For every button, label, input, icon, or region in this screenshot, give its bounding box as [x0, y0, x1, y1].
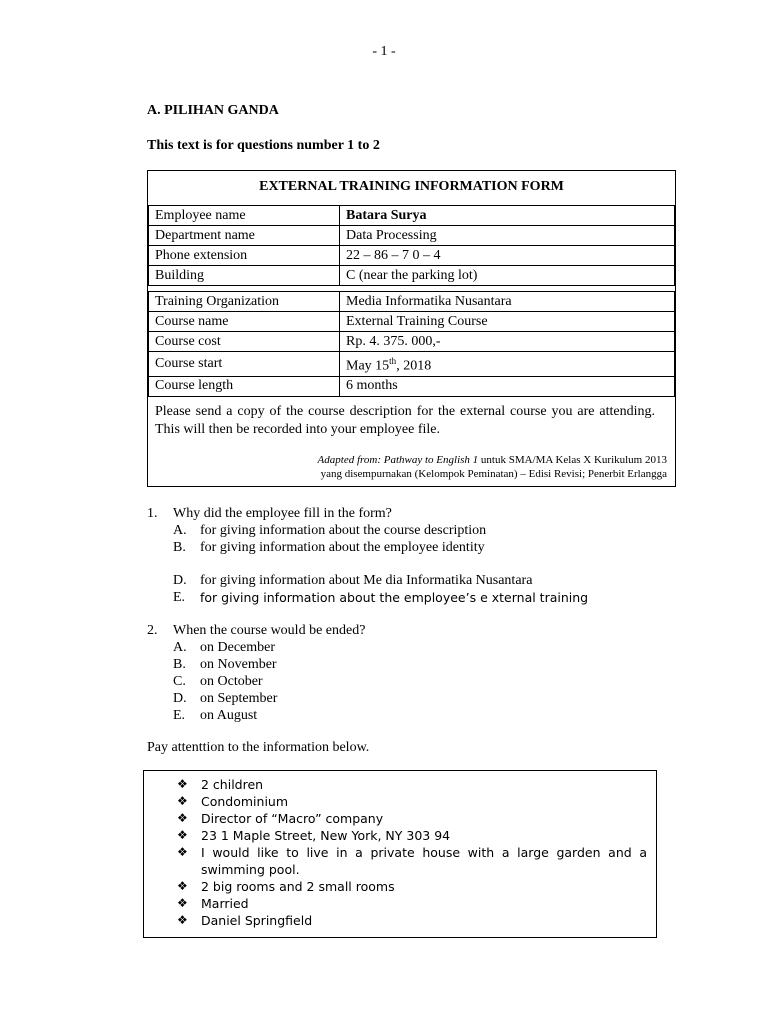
table-row [149, 312, 675, 332]
option-letter: E. [173, 708, 186, 723]
diamond-bullet-icon: ❖ [177, 845, 188, 859]
row-label: Employee name [149, 206, 340, 226]
section-title: A. PILIHAN GANDA [147, 103, 279, 118]
question-2 [147, 622, 365, 724]
list-item [177, 776, 647, 793]
info-list [177, 776, 647, 929]
option-a[interactable] [173, 522, 588, 539]
question-1 [147, 505, 588, 606]
row-value: Batara Surya [340, 206, 675, 226]
ordinal-suffix: th [389, 356, 397, 366]
question-text: Why did the employee fill in the form? [173, 506, 392, 521]
table-row [149, 266, 675, 286]
option-text: on August [200, 708, 258, 723]
option-b[interactable] [173, 539, 588, 556]
table-row [149, 332, 675, 352]
course-start-year: , 2018 [396, 358, 432, 374]
form-source [318, 453, 667, 481]
form-title: EXTERNAL TRAINING INFORMATION FORM [259, 179, 564, 194]
form-note: Please send a copy of the course description for the external course you are attending. This will then be recorded into your employee file. [155, 404, 655, 437]
row-value: Data Processing [340, 226, 675, 246]
option-e[interactable] [173, 589, 588, 606]
diamond-bullet-icon: ❖ [177, 828, 188, 842]
option-letter: B. [173, 540, 186, 555]
list-item-text: Married [201, 896, 249, 911]
diamond-bullet-icon: ❖ [177, 777, 188, 791]
option-text: on November [200, 657, 277, 672]
option-letter: C. [173, 674, 186, 689]
row-label: Course start [149, 352, 340, 377]
option-text: on December [200, 640, 276, 655]
option-d[interactable] [173, 572, 588, 589]
option-letter: D. [173, 691, 187, 706]
page-number: - 1 - [372, 44, 396, 59]
row-value [340, 352, 675, 377]
row-value: 6 months [340, 376, 675, 396]
diamond-bullet-icon: ❖ [177, 811, 188, 825]
row-label: Course length [149, 376, 340, 396]
training-form [147, 170, 676, 487]
list-item-text: I would like to live in a private house with a large garden and a swimming pool. [201, 845, 647, 877]
option-letter: D. [173, 573, 187, 588]
option-text: for giving information about the employee identity [200, 540, 485, 555]
source-line-2: yang disempurnakan (Kelompok Peminatan) – Edisi Revisi; Penerbit Erlangga [320, 468, 667, 480]
option-text: for giving information about the course description [200, 523, 487, 538]
course-start-date: May 15 [346, 358, 390, 374]
row-value: Media Informatika Nusantara [340, 292, 675, 312]
list-item-text: Daniel Springfield [201, 913, 313, 928]
table-row [149, 226, 675, 246]
list-item-text: Director of “Macro” company [201, 811, 384, 826]
source-details: untuk SMA/MA Kelas X Kurikulum 2013 [478, 454, 667, 466]
option-text: for giving information about the employee’s e xternal training [200, 590, 589, 605]
form-table-employee [148, 205, 675, 286]
list-item [177, 793, 647, 810]
option-letter: E. [173, 590, 186, 605]
option-e[interactable] [173, 707, 365, 724]
table-row [149, 246, 675, 266]
source-title: Adapted from: Pathway to English 1 [317, 454, 479, 466]
row-label: Phone extension [149, 246, 340, 266]
question-number: 2. [147, 623, 158, 638]
list-item [177, 878, 647, 895]
list-item-text: 2 big rooms and 2 small rooms [201, 879, 395, 894]
row-label: Department name [149, 226, 340, 246]
diamond-bullet-icon: ❖ [177, 896, 188, 910]
option-letter: A. [173, 640, 187, 655]
option-gap [173, 556, 588, 572]
list-item [177, 912, 647, 929]
diamond-bullet-icon: ❖ [177, 913, 188, 927]
option-letter: B. [173, 657, 186, 672]
table-row [149, 292, 675, 312]
option-text: on October [200, 674, 263, 689]
question-text: When the course would be ended? [173, 623, 366, 638]
row-value: Rp. 4. 375. 000,- [340, 332, 675, 352]
list-item [177, 827, 647, 844]
option-c[interactable] [173, 673, 365, 690]
intro-text: This text is for questions number 1 to 2 [147, 138, 380, 153]
table-row [149, 376, 675, 396]
diamond-bullet-icon: ❖ [177, 794, 188, 808]
row-label: Building [149, 266, 340, 286]
option-letter: A. [173, 523, 187, 538]
row-label: Course cost [149, 332, 340, 352]
info-box [143, 770, 657, 938]
list-item [177, 895, 647, 912]
pay-attention-text: Pay attenttion to the information below. [147, 740, 370, 755]
option-b[interactable] [173, 656, 365, 673]
row-value: C (near the parking lot) [340, 266, 675, 286]
form-table-course [148, 291, 675, 397]
row-value: External Training Course [340, 312, 675, 332]
option-a[interactable] [173, 639, 365, 656]
table-row [149, 206, 675, 226]
list-item-text: 2 children [201, 777, 264, 792]
row-value: 22 – 86 – 7 0 – 4 [340, 246, 675, 266]
option-text: for giving information about Me dia Informatika Nusantara [200, 573, 533, 588]
list-item [177, 844, 647, 878]
list-item-text: 23 1 Maple Street, New York, NY 303 94 [201, 828, 451, 843]
row-label: Training Organization [149, 292, 340, 312]
question-number: 1. [147, 506, 158, 521]
table-row [149, 352, 675, 377]
row-label: Course name [149, 312, 340, 332]
diamond-bullet-icon: ❖ [177, 879, 188, 893]
option-d[interactable] [173, 690, 365, 707]
list-item [177, 810, 647, 827]
option-text: on September [200, 691, 278, 706]
list-item-text: Condominium [201, 794, 289, 809]
